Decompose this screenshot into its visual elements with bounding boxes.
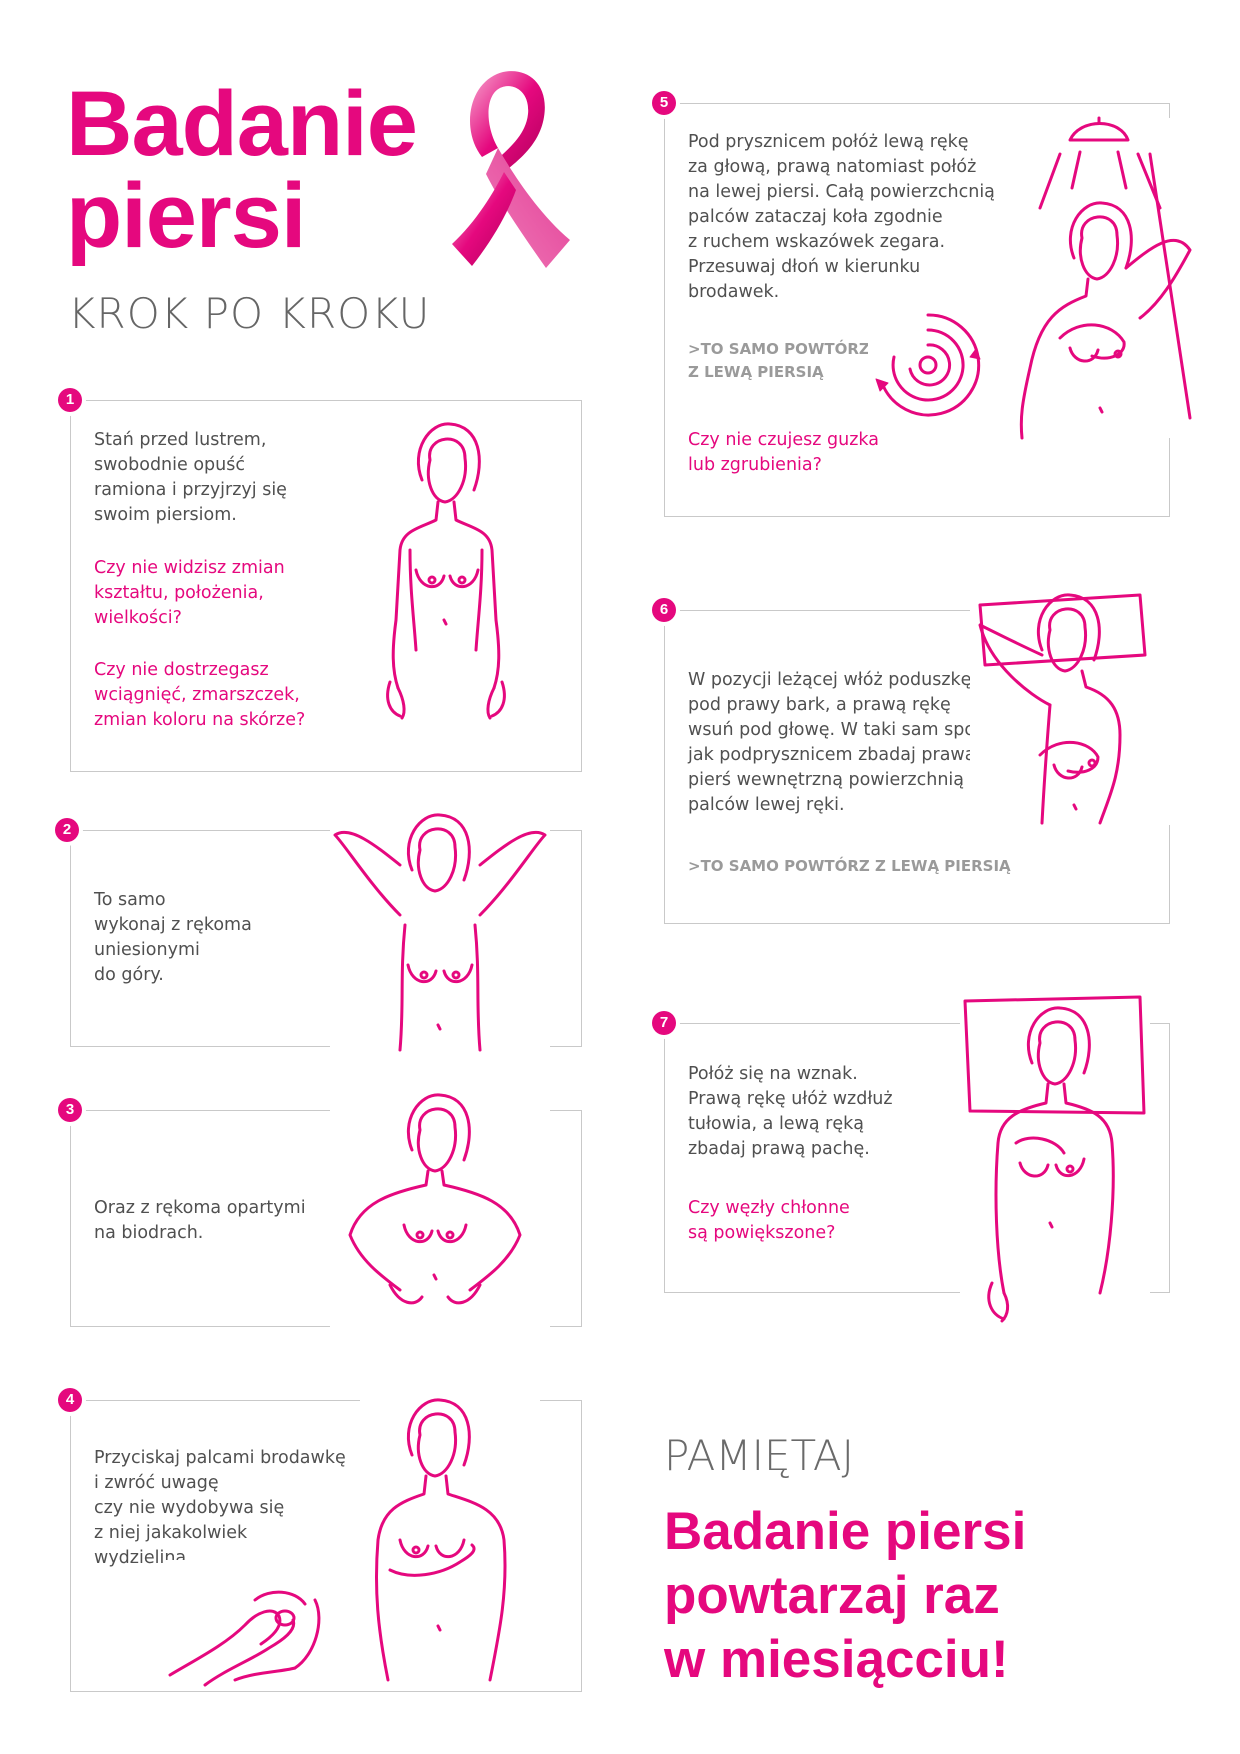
- woman-pressing-nipple-icon: [360, 1390, 540, 1690]
- woman-arms-down-icon: [370, 420, 520, 720]
- step-1-question-skin: Czy nie dostrzegasz wciągnięć, zmarszczek, zmian koloru na skórze?: [94, 660, 306, 730]
- fingers-pressing-icon: [165, 1560, 335, 1690]
- clockwise-circles-icon: [868, 305, 988, 425]
- woman-hands-on-hips-icon: [330, 1085, 550, 1335]
- reminder-message: Badanie piersi powtarzaj raz w miesiącciu!: [664, 1502, 1027, 1689]
- reminder-label: PAMIĘTAJ: [664, 1431, 855, 1480]
- step-6-badge: 6: [652, 598, 676, 622]
- woman-lying-pillow-icon: [970, 585, 1170, 825]
- step-4-badge: 4: [58, 1388, 82, 1412]
- step-2-text: To samo wykonaj z rękoma uniesionymi do góry.: [94, 890, 252, 985]
- step-5-note: >TO SAMO POWTÓRZ Z LEWĄ PIERSIĄ: [688, 340, 870, 381]
- step-7-badge: 7: [652, 1011, 676, 1035]
- step-3-text: Oraz z rękoma opartymi na biodrach.: [94, 1198, 306, 1243]
- woman-lying-armpit-icon: [960, 993, 1150, 1323]
- pink-ribbon-icon: [442, 62, 572, 272]
- woman-in-shower-icon: [1000, 118, 1200, 438]
- step-6-text: W pozycji leżącej włóż poduszkę pod prawy bark, a prawą rękę wsuń pod głowę. W taki sam sposób jak podprysznicem zbadaj prawą pierś wewnętrzną powierzchnią palców lewej ręki.: [688, 670, 1006, 815]
- step-6-note: >TO SAMO POWTÓRZ Z LEWĄ PIERSIĄ: [688, 857, 1011, 875]
- step-7-question: Czy węzły chłonne są powiększone?: [688, 1198, 850, 1243]
- woman-arms-raised-icon: [330, 805, 550, 1055]
- step-4-text: Przyciskaj palcami brodawkę i zwróć uwagę czy nie wydobywa się z niej jakakolwiek wydzielina.: [94, 1448, 346, 1568]
- step-1-text: Stań przed lustrem, swobodnie opuść ramiona i przyjrzyj się swoim piersiom.: [94, 430, 287, 525]
- title-line-1: Badanie: [66, 73, 417, 175]
- step-5-badge: 5: [652, 91, 676, 115]
- page-subtitle: KROK PO KROKU: [68, 289, 431, 338]
- step-1-question-shape: Czy nie widzisz zmian kształtu, położenia, wielkości?: [94, 558, 285, 628]
- step-2-badge: 2: [55, 818, 79, 842]
- step-1-badge: 1: [58, 388, 82, 412]
- step-5-text: Pod prysznicem połóż lewą rękę za głową, prawą natomiast połóż na lewej piersi. Całą powierzchcnią palców zataczaj koła zgodnie z ruchem wskazówek zegara. Przesuwaj dłoń w kierunku brodawek.: [688, 132, 995, 302]
- step-3-badge: 3: [58, 1098, 82, 1122]
- step-7-text: Połóż się na wznak. Prawą rękę ułóż wzdłuż tułowia, a lewą ręką zbadaj prawą pachę.: [688, 1064, 893, 1159]
- title-line-2: piersi: [66, 165, 306, 267]
- step-5-question: Czy nie czujesz guzka lub zgrubienia?: [688, 430, 879, 475]
- page-title: [66, 73, 417, 267]
